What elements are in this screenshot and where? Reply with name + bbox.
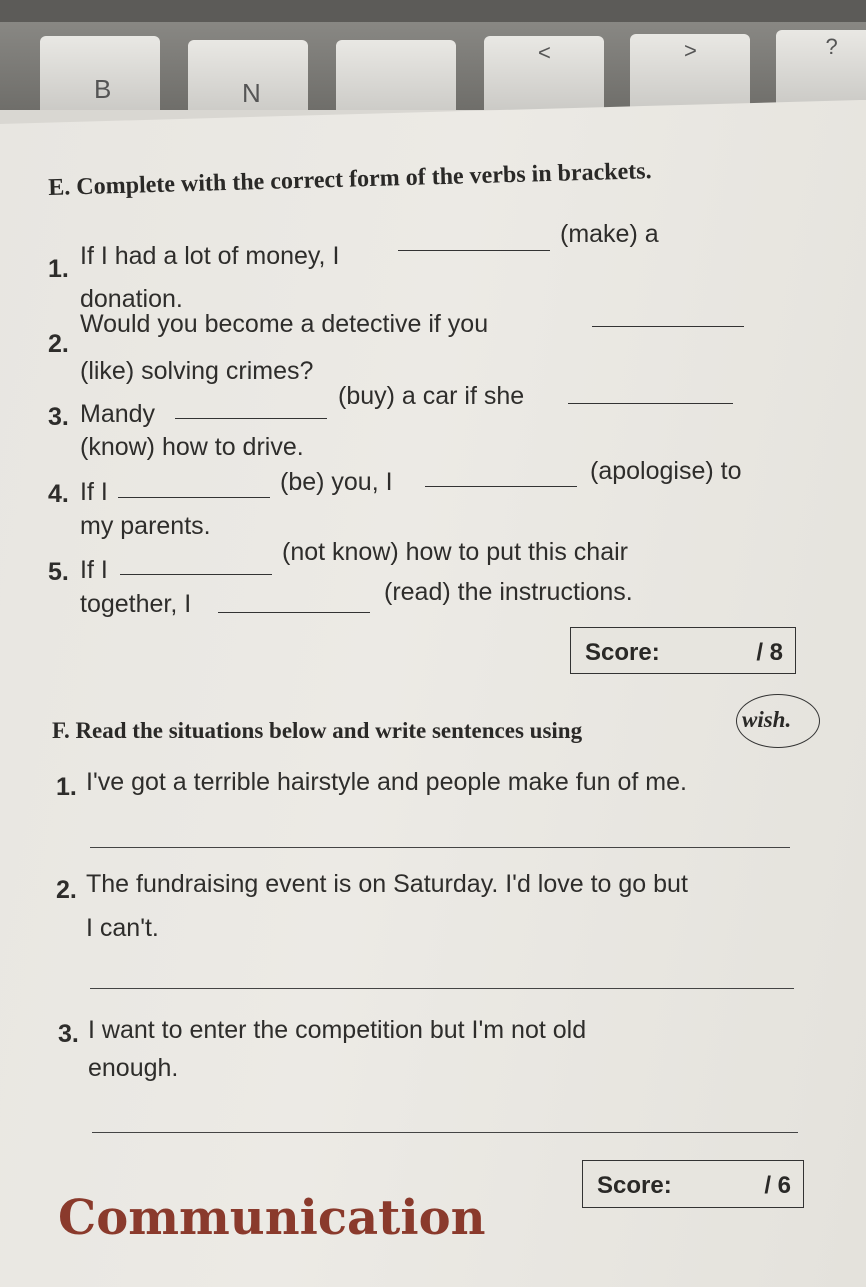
key-b-label: B bbox=[94, 74, 112, 104]
item-e5-blank-1[interactable] bbox=[120, 574, 272, 575]
item-e5-blank-2[interactable] bbox=[218, 612, 370, 613]
item-e4-verb: (apologise) to bbox=[590, 457, 742, 485]
item-f1-text: I've got a terrible hairstyle and people make fun of me. bbox=[86, 768, 687, 796]
key-less-than bbox=[484, 36, 604, 110]
item-e3-blank-1[interactable] bbox=[175, 418, 327, 419]
item-f2-number: 2. bbox=[56, 876, 77, 904]
item-e2-blank[interactable] bbox=[592, 326, 744, 327]
item-e1-number: 1. bbox=[48, 255, 69, 283]
item-e4-blank-1[interactable] bbox=[118, 497, 270, 498]
item-f3-text: I want to enter the competition but I'm not old bbox=[88, 1016, 587, 1044]
key-greater-than bbox=[630, 34, 750, 110]
item-f2-text: The fundraising event is on Saturday. I'd love to go but bbox=[86, 870, 688, 898]
section-e-score-box bbox=[570, 627, 796, 674]
communication-title: Communication bbox=[58, 1190, 486, 1246]
item-e1-continuation: donation. bbox=[80, 285, 183, 313]
item-f3-text-continuation: enough. bbox=[88, 1054, 179, 1082]
section-f-score-box bbox=[582, 1160, 804, 1208]
item-f1-answer-line[interactable] bbox=[90, 847, 790, 848]
item-e5-number: 5. bbox=[48, 558, 69, 586]
key-question-label: ? bbox=[825, 34, 838, 59]
item-e3-continuation: (know) how to drive. bbox=[80, 433, 304, 461]
item-e3-number: 3. bbox=[48, 403, 69, 431]
item-e5-middle: (not know) how to put this chair bbox=[282, 538, 628, 566]
key-n bbox=[188, 40, 308, 110]
item-f2-answer-line[interactable] bbox=[90, 988, 794, 989]
item-e4-text: If I bbox=[80, 478, 108, 506]
keyboard-top-row bbox=[0, 0, 866, 22]
key-b bbox=[40, 36, 160, 110]
item-f3-answer-line[interactable] bbox=[92, 1132, 798, 1133]
item-e3-middle: (buy) a car if she bbox=[338, 382, 525, 410]
item-e4-number: 4. bbox=[48, 480, 69, 508]
item-e1-verb: (make) a bbox=[560, 220, 659, 248]
section-f-heading-keyword: wish. bbox=[742, 707, 792, 732]
score-label: Score: bbox=[585, 639, 660, 666]
item-e4-blank-2[interactable] bbox=[425, 486, 577, 487]
item-e2-text: Would you become a detective if you bbox=[80, 310, 489, 338]
keyboard-background bbox=[0, 0, 866, 110]
section-e-heading: E. Complete with the correct form of the verbs in brackets. bbox=[48, 158, 652, 201]
item-e2-continuation: (like) solving crimes? bbox=[80, 357, 314, 385]
item-e1-text: If I had a lot of money, I bbox=[80, 242, 340, 270]
item-e4-middle: (be) you, I bbox=[280, 468, 393, 496]
item-e5-continuation: together, I bbox=[80, 590, 192, 618]
key-n-label: N bbox=[242, 78, 261, 108]
item-f1-number: 1. bbox=[56, 773, 77, 801]
score-value: / 8 bbox=[756, 639, 783, 666]
key-blank bbox=[336, 40, 456, 110]
item-e3-text: Mandy bbox=[80, 400, 156, 428]
wish-circle-annotation bbox=[736, 694, 820, 748]
item-f2-text-continuation: I can't. bbox=[86, 914, 159, 942]
item-e4-continuation: my parents. bbox=[80, 512, 211, 540]
item-f3-number: 3. bbox=[58, 1020, 79, 1048]
key-greater-than-label: > bbox=[684, 38, 697, 63]
worksheet-page bbox=[0, 100, 866, 1287]
item-e3-blank-2[interactable] bbox=[568, 403, 733, 404]
item-e1-blank[interactable] bbox=[398, 250, 550, 251]
score-value: / 6 bbox=[764, 1172, 791, 1199]
key-less-than-label: < bbox=[538, 40, 551, 65]
score-label: Score: bbox=[597, 1172, 672, 1199]
section-f-heading: F. Read the situations below and write sentences using bbox=[52, 718, 583, 743]
item-e5-text: If I bbox=[80, 556, 108, 584]
key-question bbox=[776, 30, 866, 110]
item-e5-end: (read) the instructions. bbox=[384, 578, 633, 606]
item-e2-number: 2. bbox=[48, 330, 69, 358]
